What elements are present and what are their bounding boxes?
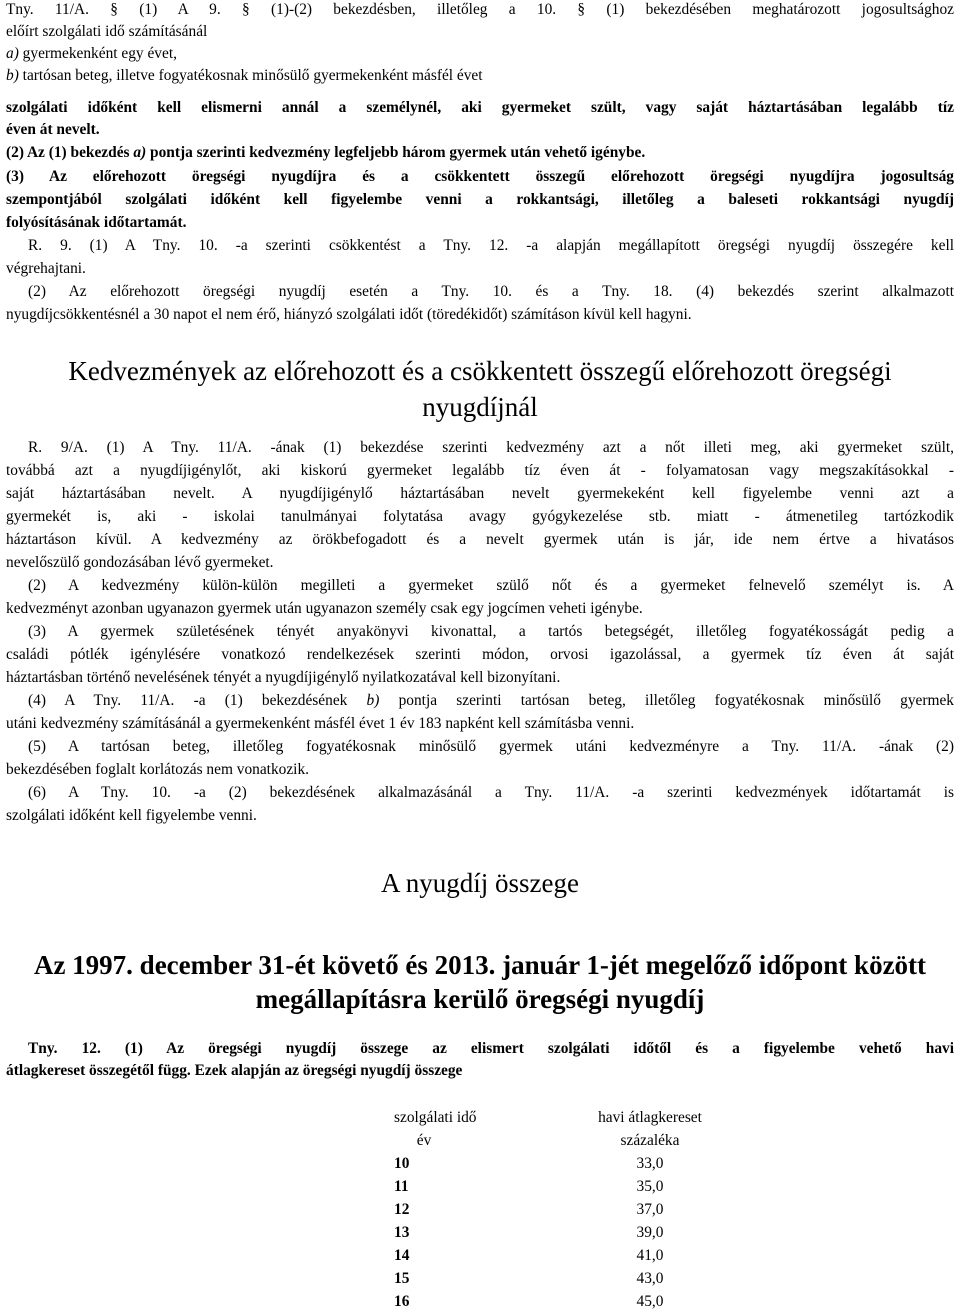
paragraph-line — [6, 0, 954, 20]
paragraph-line: nevelőszülő gondozásában lévő gyermeket. — [6, 554, 274, 571]
section-heading: Kedvezmények az előrehozott és a csökkentett összegű előrehozott öregségi — [68, 356, 892, 386]
paragraph-line: gyermekét is, aki - iskolai tanulmányai folytatása avagy gyógykezelése stb. miatt - átmenetileg tartózkodik — [6, 508, 954, 525]
paragraph-line: R. 9/A. (1) A Tny. 11/A. -ának (1) bekezdése szerinti kedvezmény azt a nőt illeti meg, aki gyermeket szült, — [28, 439, 954, 456]
paragraph-line: R. 9. (1) A Tny. 10. -a szerinti csökkentést a Tny. 12. -a alapján megállapított öregségi nyugdíj összegére kell — [28, 237, 954, 254]
list-marker: a) — [6, 45, 19, 62]
section-heading: nyugdíjnál — [422, 392, 538, 422]
paragraph-line: háztartásban történő nevelésének tényét a nyugdíjigénylő nyilatkozatával kell bizonyítani. — [6, 669, 561, 686]
paragraph-line: folyósításának időtartamát. — [6, 214, 187, 231]
text: Tny. 11/A. — [6, 1, 89, 18]
list-item — [6, 44, 177, 64]
paragraph-line: előírt szolgálati idő számításánál — [6, 23, 208, 40]
text: (1) A 9. — [117, 1, 221, 18]
text: pontja szerinti tartósan beteg, illetőleg fogyatékosnak minősülő gyermek — [379, 692, 954, 709]
section-sign: § — [88, 1, 118, 18]
table-header: év — [416, 1132, 432, 1149]
text: (4) A Tny. 11/A. -a (1) bekezdésének — [28, 692, 367, 709]
table-cell-percent: 33,0 — [636, 1155, 664, 1172]
paragraph-line: (2) A kedvezmény külön-külön megilleti a gyermeket szülő nőt és a gyermeket felnevelő személyt is. A — [28, 577, 954, 594]
table-header: havi átlagkereset — [598, 1109, 702, 1126]
section-heading: A nyugdíj összege — [381, 868, 579, 898]
list-marker: b) — [6, 67, 19, 84]
table-cell-percent: 41,0 — [636, 1247, 664, 1264]
table-header: szolgálati idő — [394, 1109, 477, 1126]
paragraph-line: bekezdésében foglalt korlátozás nem vonatkozik. — [6, 761, 309, 778]
paragraph-line: kedvezményt azonban ugyanazon gyermek után ugyanazon személy csak egy jogcímen veheti igénybe. — [6, 600, 643, 617]
paragraph-line: nyugdíjcsökkentésnél a 30 napot el nem érő, hiányzó szolgálati időt (töredékidőt) számításon kívül kell hagyni. — [6, 306, 692, 323]
paragraph-line: (2) Az előrehozott öregségi nyugdíj esetén a Tny. 10. és a Tny. 18. (4) bekezdés szerint alkalmazott — [28, 283, 954, 300]
table-cell-percent: 37,0 — [636, 1201, 664, 1218]
paragraph-line: utáni kedvezmény számításánál a gyermekenként másfél évet 1 év 183 napként kell számításba venni. — [6, 715, 635, 732]
table-cell-years: 11 — [394, 1178, 409, 1195]
text: gyermekenként egy évet, — [18, 45, 177, 62]
paragraph-line: saját háztartásában nevelt. A nyugdíjigénylő háztartásában nevelt gyermekeként kell figyelembe venni azt a — [6, 485, 954, 502]
paragraph-line — [6, 143, 645, 163]
paragraph-line: (5) A tartósan beteg, illetőleg fogyatékosnak minősülő gyermek utáni kedvezményre a Tny. 11/A. -ának (2) — [28, 738, 954, 755]
table-cell-years: 12 — [394, 1201, 410, 1218]
text: (1) bekezdésében meghatározott jogosultsághoz — [585, 1, 955, 18]
paragraph-line: háztartáson kívül. A kedvezmény az örökbefogadott és a nevelt gyermek után is jár, ide nem értve a hivatásos — [6, 531, 954, 548]
table-cell-percent: 35,0 — [636, 1178, 664, 1195]
paragraph-line: szolgálati időként kell elismerni annál a személynél, aki gyermeket szült, vagy saját háztartásában legalább tíz — [6, 99, 954, 116]
paragraph-line: éven át nevelt. — [6, 121, 100, 138]
paragraph-line: szolgálati időként kell figyelembe venni. — [6, 807, 257, 824]
text: pontja szerinti kedvezmény legfeljebb három gyermek után vehető igénybe. — [146, 144, 646, 161]
table-cell-years: 14 — [394, 1247, 410, 1264]
list-item — [6, 66, 483, 86]
text: tartósan beteg, illetve fogyatékosnak minősülő gyermekenként másfél évet — [18, 67, 483, 84]
table-cell-percent: 45,0 — [636, 1293, 664, 1310]
text: (2) Az (1) bekezdés — [6, 144, 134, 161]
paragraph-line: szempontjából szolgálati időként kell figyelembe venni a rokkantsági, illetőleg a baleseti rokkantsági nyugdíj — [6, 191, 954, 208]
paragraph-line: (3) A gyermek születésének tényét anyakönyvi kivonattal, a tartós betegségét, illetőleg fogyatékosságát pedig a — [28, 623, 954, 640]
paragraph-line: átlagkereset összegétől függ. Ezek alapján az öregségi nyugdíj összege — [6, 1062, 463, 1079]
table-cell-years: 10 — [394, 1155, 410, 1172]
text: b) — [366, 692, 380, 709]
table-cell-years: 13 — [394, 1224, 410, 1241]
table-cell-percent: 43,0 — [636, 1270, 664, 1287]
table-header: százaléka — [620, 1132, 680, 1149]
section-heading: Az 1997. december 31-ét követő és 2013. január 1-jét megelőző időpont között — [33, 950, 927, 980]
table-cell-years: 16 — [394, 1293, 410, 1310]
table-cell-percent: 39,0 — [636, 1224, 664, 1241]
paragraph-line: családi pótlék igénylésére vonatkozó rendelkezések szerinti módon, orvosi igazolással, a gyermek tíz éven át saját — [6, 646, 954, 663]
section-sign: § — [556, 1, 586, 18]
paragraph-line: Tny. 12. (1) Az öregségi nyugdíj összege az elismert szolgálati időtől és a figyelembe vehető havi — [28, 1040, 954, 1057]
text: a) — [133, 144, 147, 161]
paragraph-line: (3) Az előrehozott öregségi nyugdíjra és a csökkentett összegű előrehozott öregségi nyugdíjra jogosultság — [6, 168, 954, 185]
section-sign: § — [220, 1, 250, 18]
paragraph-line: (6) A Tny. 10. -a (2) bekezdésének alkalmazásánál a Tny. 11/A. -a szerinti kedvezmények időtartamát is — [28, 784, 954, 801]
table-cell-years: 15 — [394, 1270, 410, 1287]
text: (1)-(2) bekezdésben, illetőleg a 10. — [249, 1, 557, 18]
section-heading: megállapításra kerülő öregségi nyugdíj — [255, 984, 705, 1014]
paragraph-line — [28, 691, 954, 711]
paragraph-line: végrehajtani. — [6, 260, 86, 277]
paragraph-line: továbbá azt a nyugdíjigénylőt, aki kiskorú gyermeket legalább tíz éven át - folyamatosan vagy megszakításokkal - — [6, 462, 954, 479]
